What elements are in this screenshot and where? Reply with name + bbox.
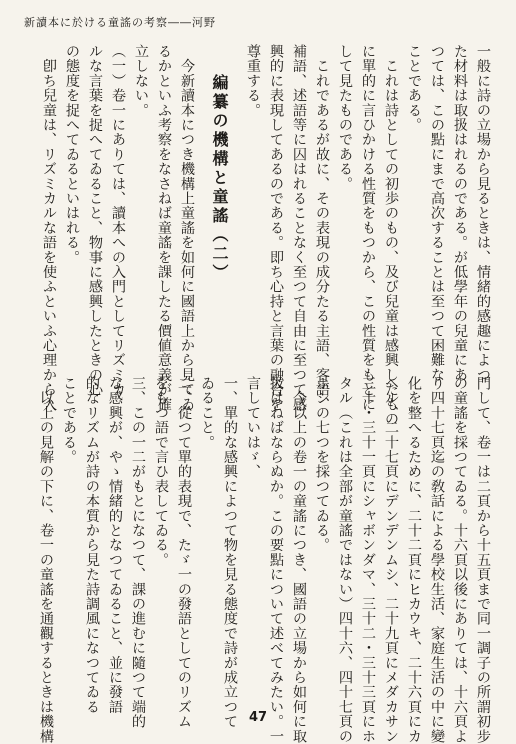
text-line: タル（これは全部が童謠ではない）四十六、四十七頁の <box>337 376 353 744</box>
text-line: 補語、述語等に囚はれることなく至つて自由に至つて感 <box>291 44 307 412</box>
text-line: ホシの七つを採つてゐる。 <box>314 376 330 553</box>
text-line: の態度を捉へてゐるといはれる。 <box>64 44 80 265</box>
page-number: 47 <box>248 710 268 725</box>
text-line: 的なリズムが詩の本質から見た詩調風になつてゐる <box>84 376 100 715</box>
text-line: り四十七頁迄の敎話による學校生活、家庭生活の中に變 <box>429 376 445 744</box>
text-line: 今新讀本につき機構上童謠を如何に國語上から見てゐ <box>179 44 195 412</box>
text-line: 立しない。 <box>133 44 149 118</box>
text-line: ゐること。 <box>199 376 215 450</box>
text-line: ヘル、二十七頁にデンデンムシ、二十九頁にメダカサン <box>383 376 399 744</box>
text-line: 卽ち兒童は、リズミカルな語を使ふといふ心理から入 <box>41 44 57 412</box>
text-line: 扱はねばならぬか。この要點について述べてみたい。一 <box>268 376 284 744</box>
text-line: た材料は取扱はれるのである。が低學年の兒童にあ <box>452 44 468 383</box>
text-line: な感興が、やゝ情緒的となつてゐること、並に發語 <box>107 376 123 715</box>
text-line: して見たものである。 <box>337 44 353 191</box>
text-line: 二、從つて單的表現で、たゞ一の發語としてのリズム <box>176 376 192 729</box>
text-line: 一般に詩の立場から見るときは、情緒的感趣によつ <box>475 44 491 383</box>
text-line: 門して、卷一は二頁から十五頁まで同一調子の所謂初步 <box>475 376 491 744</box>
text-line: 一、單的な感興によつて物を見る態度で詩が成立つて <box>222 376 238 729</box>
section-heading: 編纂の機構と童謠（二） <box>210 74 229 283</box>
text-line: の童謠を採つてゐる。十六頁以後にありては、十六頁よ <box>452 376 468 744</box>
text-line: ルな言葉を捉へてゐること、物事に感興したときの心 <box>87 44 103 397</box>
text-line: 今以上の卷一の童謠につき、國語の立場から如何に取 <box>291 376 307 744</box>
text-line: 三、この一二がもとになつて、課の進むに隨つて端的 <box>130 376 146 729</box>
text-line: ことである。 <box>406 44 422 133</box>
text-line: これは詩としての初歩のもの、及び兒童は感興したもの <box>383 44 399 427</box>
text-line: をもつ語で言ひ表してゐる。 <box>153 376 169 568</box>
text-line: これであるが故に、その表現の成分たる主語、客語、 <box>314 44 330 412</box>
text-line: 三十・三十一頁にシャボンダマ、三十二・三十三頁にホ <box>360 376 376 744</box>
text-line: 興的に表現してあるのである。即ち心持と言葉の融合を <box>268 44 284 412</box>
text-line: 尊重する。 <box>245 44 261 118</box>
text-line: るかといふ考察をなさねば童謠を課したる價値意義が確 <box>156 44 172 412</box>
running-header: 新讀本に於ける童謠の考察――河野 <box>24 16 216 29</box>
text-line: に單的に言ひかける性質をもつから、この性質をもとに <box>360 44 376 412</box>
text-line: 化を整へるために、二十二頁にヒカウキ、二十六頁にカ <box>406 376 422 744</box>
text-line: （一）卷一にありては、讀本への入門としてリズミカ <box>110 44 126 397</box>
text-line: 言していはゞ、 <box>245 376 261 479</box>
text-line: つては、この點にまで高次することは至つて困難な <box>429 44 445 383</box>
text-line: 以上の見解の下に、卷一の童謠を通觀するときは機構 <box>38 376 54 744</box>
text-line: ことである。 <box>61 376 77 465</box>
upper-text-block <box>37 44 494 427</box>
